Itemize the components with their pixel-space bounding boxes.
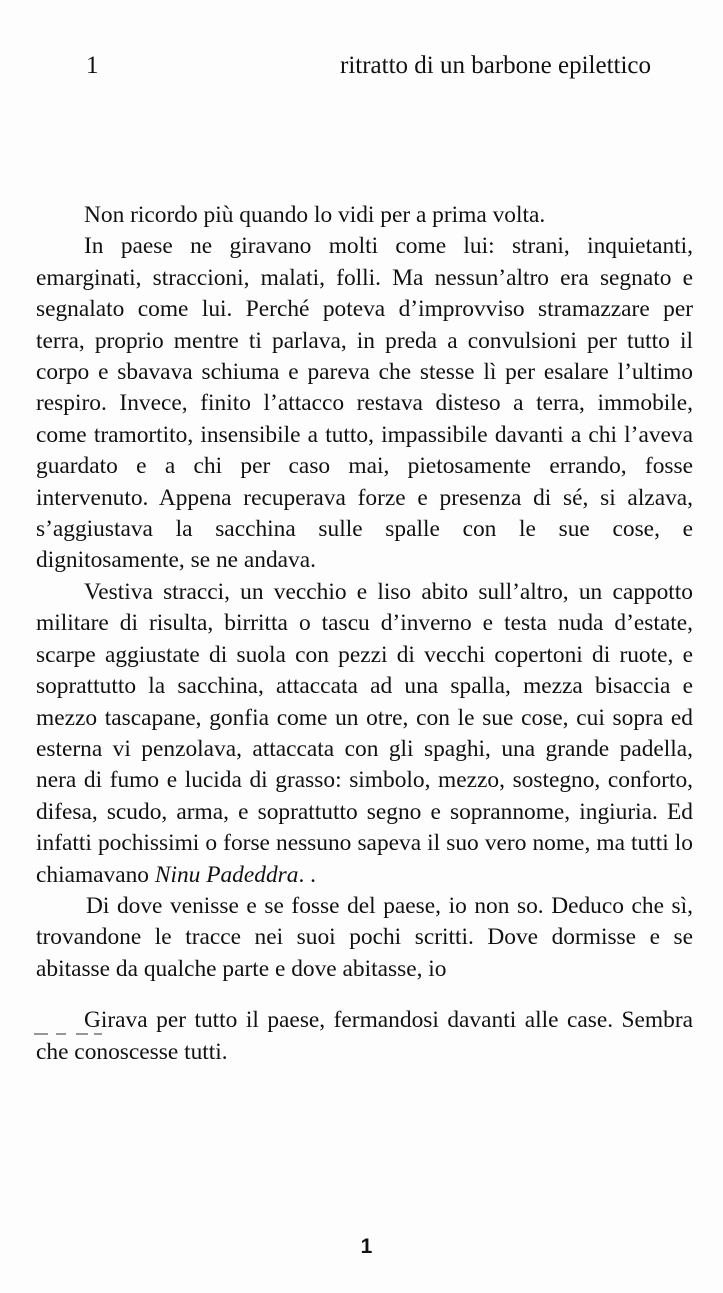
cut-off-line-fragment xyxy=(30,1030,120,1040)
paragraph-3-text: Vestiva stracci, un vecchio e liso abito sull’altro, un cappotto militare di risulta, birritta o tascu d’inverno e testa nuda d’estate, scarpe aggiustate di suola con pezzi di vecchi copertoni di ruote, e soprattutto la sacchina, attaccata ad una spalla, mezza bisaccia e mezzo tascapane, gonfia come un otre, con le sue cose, cui sopra ed esterna vi penzolava, attaccata con gli spaghi, una grande padella, nera di fumo e lucida di grasso: simbolo, mezzo, sostegno, conforto, difesa, scudo, arma, e soprattutto segno e soprannome, ingiuria. Ed infatti pochissimi o forse nessuno sapeva il suo vero nome, ma tutti lo chiamavano xyxy=(36,578,693,888)
paragraph-1: Non ricordo più quando lo vidi per a prima volta. xyxy=(84,202,546,228)
paragraph-2: In paese ne giravano molti come lui: strani, inquietanti, emarginati, straccioni, malati, folli. Ma nessun’altro era segnato e segnalato come lui. Perché poteva d’improvviso stramazzare per terra, proprio mentre ti parlava, in preda a convulsioni per tutto il corpo e sbavava schiuma e pareva che stesse lì per esalare l’ultimo respiro. Invece, finito l’attacco restava disteso a terra, immobile, come tramortito, insensibile a tutto, impassibile davanti a chi l’aveva guardato e a chi per caso mai, pietosamente errando, fosse intervenuto. Appena recuperava forze e presenza di sé, si alzava, s’aggiustava la sacchina sulle spalle con le sue cose, e dignitosamente, se ne andava. xyxy=(36,233,693,574)
header-page-number: 1 xyxy=(86,52,99,79)
body-text xyxy=(36,200,693,1068)
paragraph-3-end: . . xyxy=(298,861,316,888)
paragraph-4: Di dove venisse e se fosse del paese, io non so. Deduco che sì, trovandone le tracce nei suoi pochi scritti. Dove dormisse e se abitasse da qualche parte e dove abitasse, io xyxy=(36,892,693,982)
nickname-italic: Ninu Padeddra xyxy=(154,861,299,888)
footer-page-number: 1 xyxy=(360,1235,373,1258)
header-title: ritratto di un barbone epilettico xyxy=(340,52,652,79)
paragraph-5: Girava per tutto il paese, fermandosi davanti alle case. Sembra che conoscesse tutti. xyxy=(36,1007,693,1065)
paragraph-3 xyxy=(36,577,693,891)
running-header xyxy=(0,48,723,88)
